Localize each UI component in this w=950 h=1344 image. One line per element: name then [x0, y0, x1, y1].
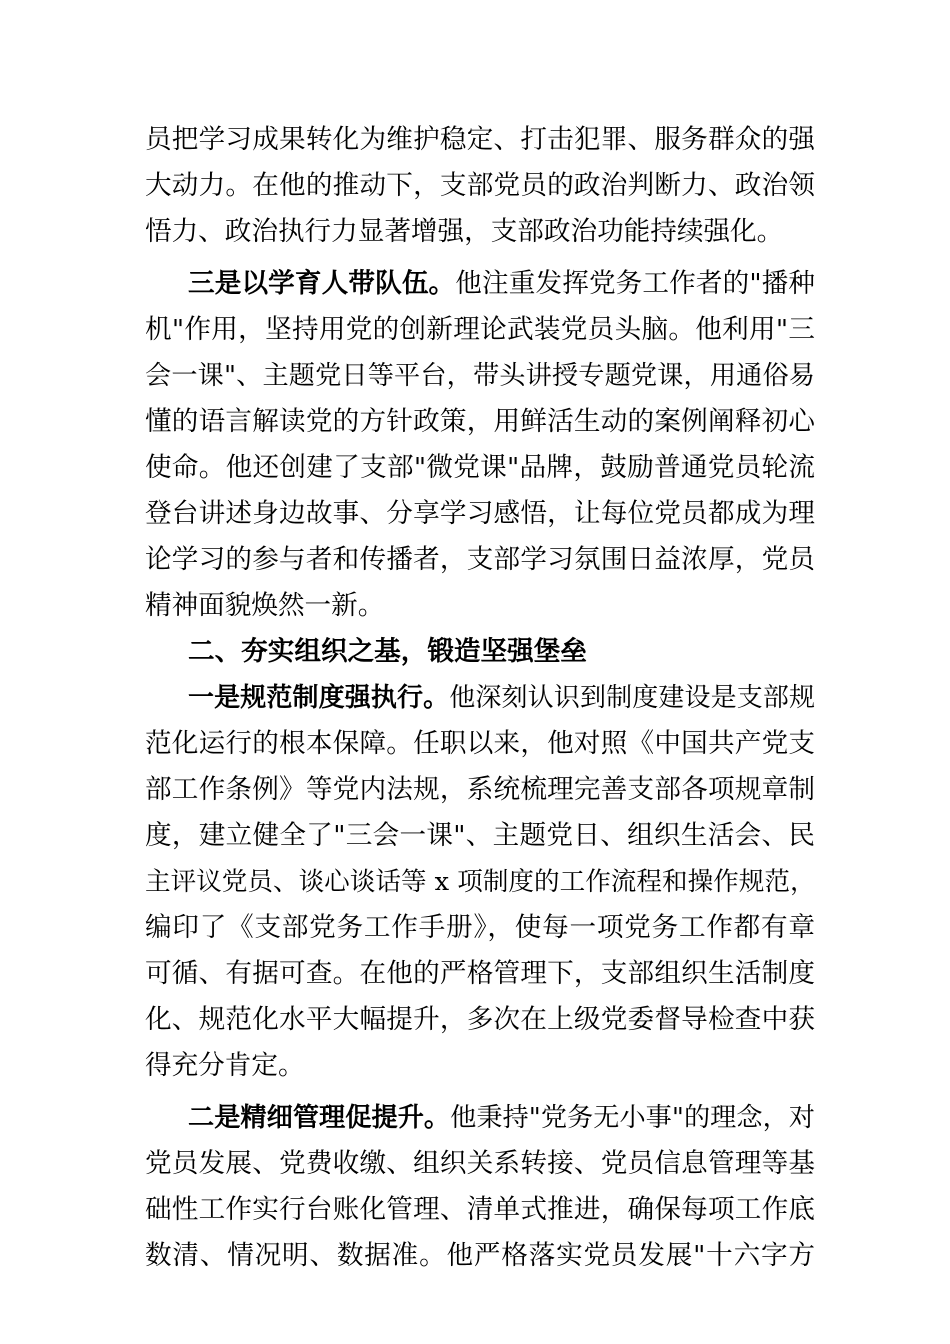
text-line [145, 537, 815, 583]
text-line [145, 209, 815, 255]
text-segment: 主评议党员、谈心谈话等 x 项制度的工作流程和操作规范， [145, 867, 816, 897]
text-segment: 础性工作实行台账化管理、清单式推进，确保每项工作底 [145, 1194, 815, 1225]
paragraph-heading-line [188, 1095, 815, 1141]
text-line [145, 491, 815, 537]
text-line [145, 997, 815, 1043]
text-line [145, 905, 815, 951]
text-line [145, 1043, 815, 1089]
text-line [145, 583, 815, 629]
text-segment: 他注重发挥党务工作者的"播种 [455, 268, 816, 299]
text-segment: 机"作用，坚持用党的创新理论武装党员头脑。他利用"三 [145, 314, 815, 345]
text-segment: 论学习的参与者和传播者，支部学习氛围日益浓厚，党员 [145, 544, 815, 575]
text-line [145, 1233, 815, 1279]
text-segment: 会一课"、主题党日等平台，带头讲授专题党课，用通俗易 [145, 361, 815, 391]
text-segment: 他深刻认识到制度建设是支部规 [449, 683, 815, 713]
text-line [145, 353, 815, 399]
text-line [145, 117, 815, 163]
text-segment: 党员发展、党费收缴、组织关系转接、党员信息管理等基 [145, 1148, 815, 1179]
text-segment: 他秉持"党务无小事"的理念，对 [450, 1103, 815, 1133]
text-segment: 悟力、政治执行力显著增强，支部政治功能持续强化。 [145, 216, 784, 247]
paragraph-heading-line [188, 261, 815, 307]
text-line [145, 1141, 815, 1187]
section-heading-text: 二、夯实组织之基，锻造坚强堡垒 [188, 636, 587, 667]
text-line [145, 307, 815, 353]
text-line [145, 813, 815, 859]
text-line [145, 399, 815, 445]
text-segment: 范化运行的根本保障。任职以来，他对照《中国共产党支 [145, 728, 815, 759]
text-line [145, 445, 815, 491]
bold-lead-phrase: 二是精细管理促提升。 [188, 1102, 451, 1133]
bold-lead-phrase: 三是以学育人带队伍。 [188, 268, 456, 299]
text-segment: 编印了《支部党务工作手册》，使每一项党务工作都有章 [145, 912, 815, 943]
section-heading [188, 629, 815, 675]
text-line [145, 859, 815, 905]
text-segment: 数清、情况明、数据准。他严格落实党员发展"十六字方 [145, 1240, 815, 1271]
text-segment: 懂的语言解读党的方针政策，用鲜活生动的案例阐释初心 [145, 406, 815, 437]
text-line [145, 767, 815, 813]
text-segment: 可循、有据可查。在他的严格管理下，支部组织生活制度 [145, 958, 815, 989]
paragraph-heading-line [188, 675, 815, 721]
text-segment: 化、规范化水平大幅提升，多次在上级党委督导检查中获 [145, 1004, 815, 1035]
text-segment: 部工作条例》等党内法规，系统梳理完善支部各项规章制 [145, 774, 815, 805]
text-line [145, 721, 815, 767]
text-segment: 使命。他还创建了支部"微党课"品牌，鼓励普通党员轮流 [145, 452, 815, 483]
text-segment: 得充分肯定。 [145, 1050, 305, 1081]
text-segment: 大动力。在他的推动下，支部党员的政治判断力、政治领 [145, 170, 815, 201]
text-segment: 度，建立健全了"三会一课"、主题党日、组织生活会、民 [145, 820, 815, 851]
text-line [145, 951, 815, 997]
text-segment: 员把学习成果转化为维护稳定、打击犯罪、服务群众的强 [145, 124, 815, 155]
text-segment: 登台讲述身边故事、分享学习感悟，让每位党员都成为理 [145, 498, 815, 529]
bold-lead-phrase: 一是规范制度强执行。 [188, 683, 450, 713]
text-segment: 精神面貌焕然一新。 [145, 590, 385, 621]
text-line [145, 1187, 815, 1233]
text-line [145, 163, 815, 209]
